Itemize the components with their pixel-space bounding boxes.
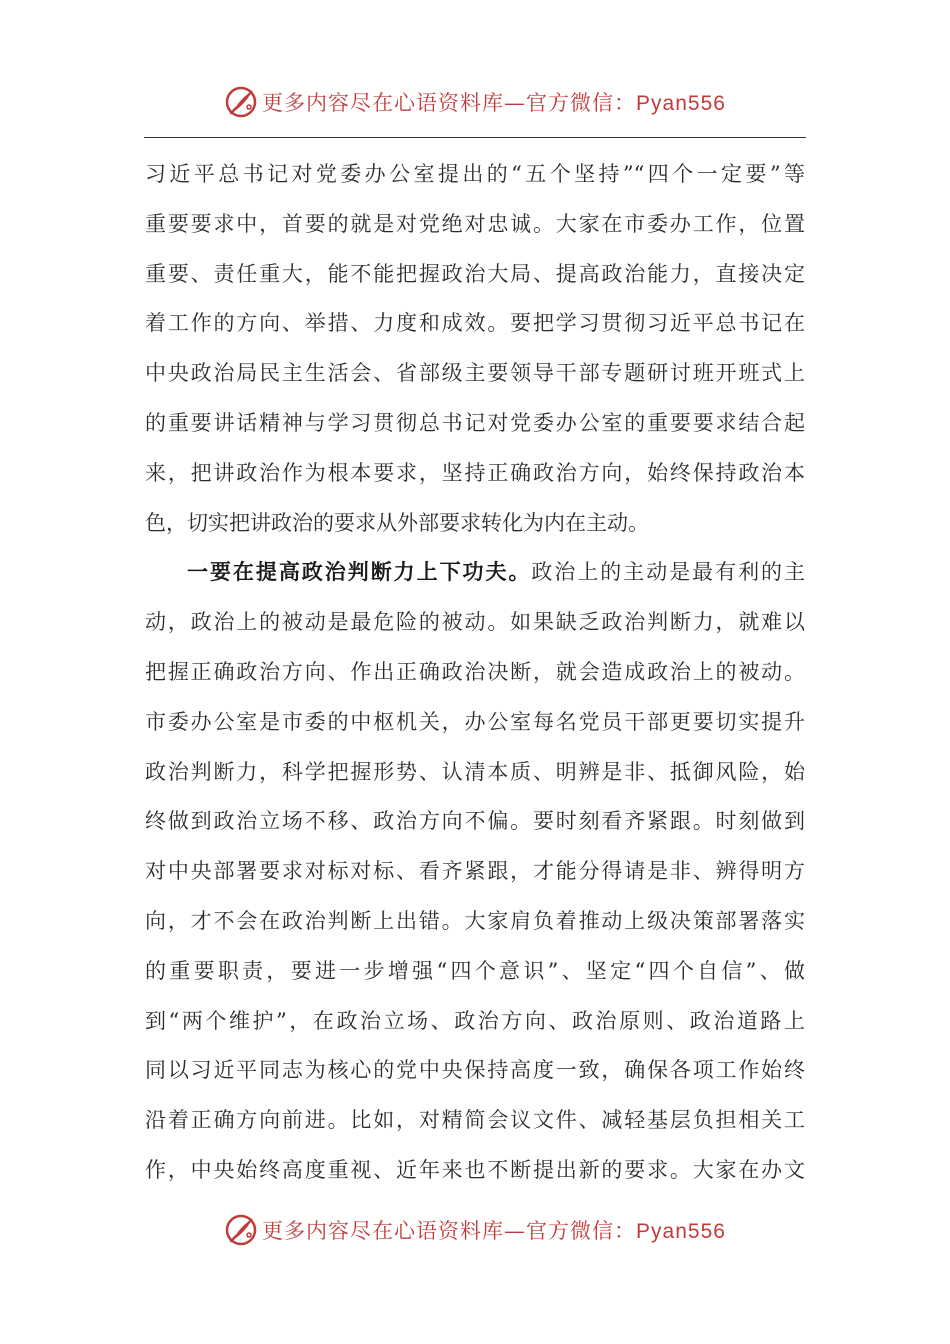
header-watermark-text [262, 87, 726, 117]
body-line: 着工作的方向、举措、力度和成效。要把学习贯彻习近平总书记在 [145, 311, 805, 336]
body-line: 沿着正确方向前进。比如，对精简会议文件、减轻基层负担相关工 [145, 1108, 805, 1133]
quill-logo-icon [224, 1213, 258, 1247]
body-line: 中央政治局民主生活会、省部级主要领导干部专题研讨班开班式上 [145, 361, 805, 386]
body-line: 来，把讲政治作为根本要求，坚持正确政治方向，始终保持政治本 [145, 460, 805, 485]
header-text: 更多内容尽在心语资料库—官方微信： [262, 91, 637, 115]
paragraph-lead-heading: 一要在提高政治判断力上下功夫。 [187, 560, 532, 585]
body-line: 把握正确政治方向、作出正确政治决断，就会造成政治上的被动。 [145, 659, 805, 684]
document-body [145, 150, 805, 1196]
body-line: 对中央部署要求对标对标、看齐紧跟，才能分得请是非、辨得明方 [145, 859, 805, 884]
paragraph-lead-rest: 政治上的主动是最有利的主 [531, 560, 805, 585]
body-line: 同以习近平同志为核心的党中央保持高度一致，确保各项工作始终 [145, 1058, 805, 1083]
header-watermark [0, 80, 950, 124]
header-divider [144, 137, 806, 138]
footer-watermark-text [262, 1215, 726, 1245]
body-line: 动，政治上的被动是最危险的被动。如果缺乏政治判断力，就难以 [145, 610, 805, 635]
footer-watermark [0, 1208, 950, 1252]
body-line: 到“两个维护”，在政治立场、政治方向、政治原则、政治道路上 [145, 1008, 805, 1033]
footer-text: 更多内容尽在心语资料库—官方微信： [262, 1219, 637, 1243]
body-line: 习近平总书记对党委办公室提出的“五个坚持”“四个一定要”等 [145, 162, 805, 186]
footer-wechat-id: Pyan556 [636, 1220, 726, 1243]
body-line: 终做到政治立场不移、政治方向不偏。要时刻看齐紧跟。时刻做到 [145, 809, 805, 834]
body-line: 重要、责任重大，能不能把握政治大局、提高政治能力，直接决定 [145, 261, 805, 286]
body-line: 色，切实把讲政治的要求从外部要求转化为内在主动。 [145, 510, 649, 535]
header-wechat-id: Pyan556 [636, 92, 726, 115]
body-line: 向，才不会在政治判断上出错。大家肩负着推动上级决策部署落实 [145, 908, 805, 933]
body-line: 的重要职责，要进一步增强“四个意识”、坚定“四个自信”、做 [145, 958, 805, 983]
paragraph-lead-line [145, 548, 805, 598]
body-line: 作，中央始终高度重视、近年来也不断提出新的要求。大家在办文 [145, 1157, 805, 1182]
body-line: 市委办公室是市委的中枢机关，办公室每名党员干部更要切实提升 [145, 709, 805, 734]
body-line: 政治判断力，科学把握形势、认清本质、明辨是非、抵御风险，始 [145, 759, 805, 784]
body-line: 重要要求中，首要的就是对党绝对忠诚。大家在市委办工作，位置 [145, 211, 805, 236]
body-line: 的重要讲话精神与学习贯彻总书记对党委办公室的重要要求结合起 [145, 410, 805, 435]
quill-logo-icon [224, 85, 258, 119]
